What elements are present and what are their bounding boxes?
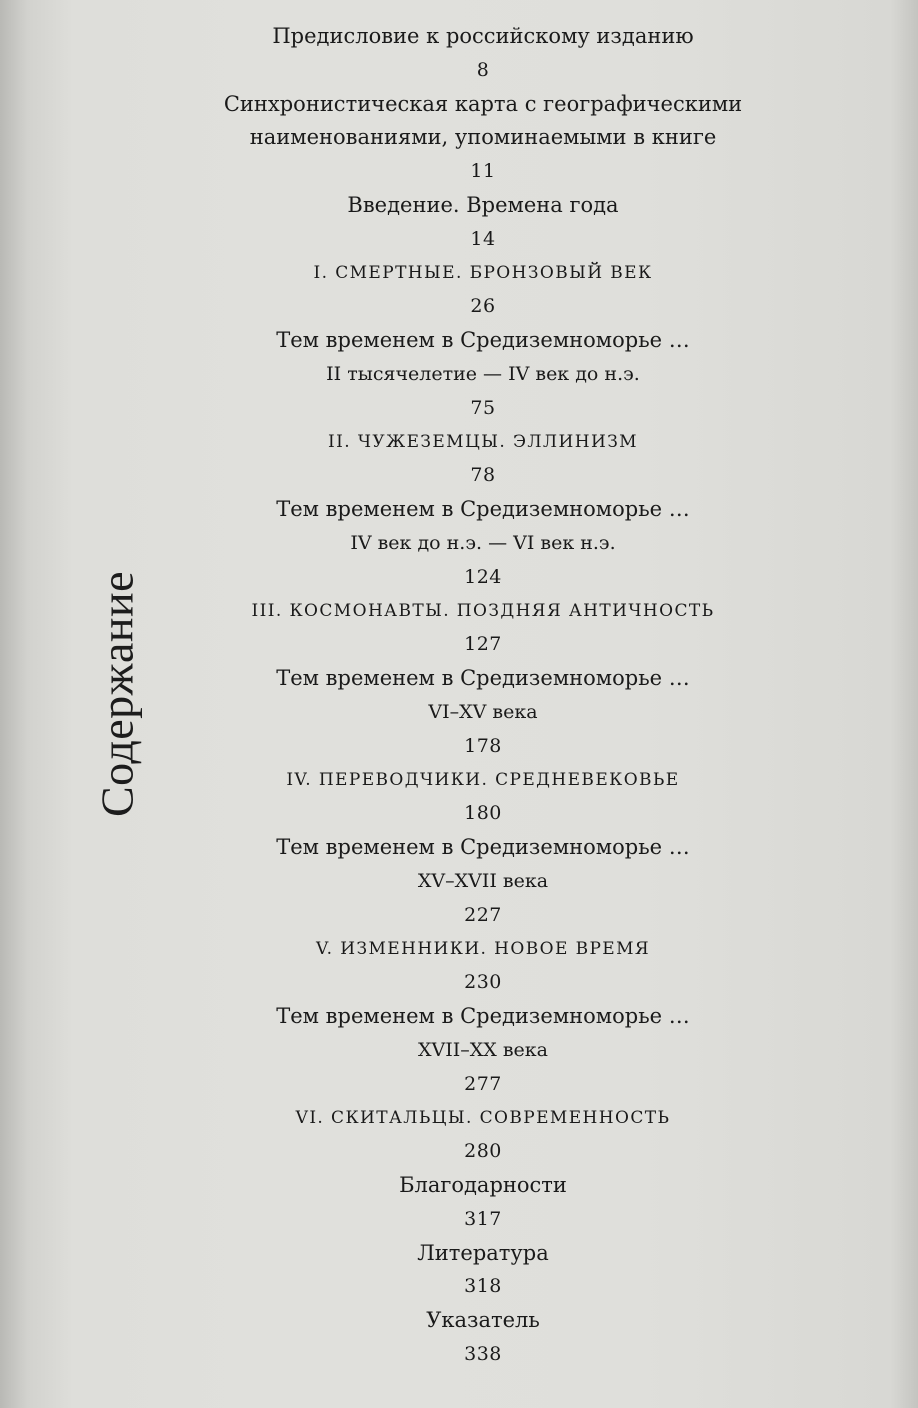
toc-entry xyxy=(276,1000,690,1101)
toc-entry xyxy=(224,88,742,189)
entry-title: Тем временем в Средиземноморье … xyxy=(276,497,690,522)
page-number: 14 xyxy=(470,227,496,250)
toc-entry xyxy=(347,189,618,257)
page-number: 277 xyxy=(464,1072,502,1095)
toc-entry xyxy=(417,1237,548,1305)
toc-entry xyxy=(276,493,690,594)
table-of-contents xyxy=(203,20,763,1372)
page-number: 78 xyxy=(470,464,496,487)
entry-title: Указатель xyxy=(426,1308,540,1333)
entry-title: наименованиями, упоминаемыми в книге xyxy=(249,125,717,150)
entry-title: Тем временем в Средиземноморье … xyxy=(276,328,690,353)
toc-entry xyxy=(313,257,652,325)
entry-title: Тем временем в Средиземноморье … xyxy=(276,835,690,860)
page-number: 8 xyxy=(476,58,490,81)
entry-title: Тем временем в Средиземноморье … xyxy=(276,1004,690,1029)
toc-entry xyxy=(272,20,693,88)
toc-entry xyxy=(316,933,650,1001)
page-number: 178 xyxy=(464,734,502,757)
entry-period: II тысячелетие — IV век до н.э. xyxy=(326,362,640,385)
contents-heading: Содержание xyxy=(91,570,143,818)
page-number: 75 xyxy=(470,396,496,419)
toc-entry xyxy=(426,1304,540,1372)
chapter-title: I. СМЕРТНЫЕ. БРОНЗОВЫЙ ВЕК xyxy=(313,262,653,283)
page-number: 317 xyxy=(464,1207,502,1230)
toc-entry xyxy=(276,324,690,425)
entry-period: IV век до н.э. — VI век н.э. xyxy=(350,531,616,554)
page-number: 127 xyxy=(464,633,502,656)
toc-entry xyxy=(399,1169,567,1237)
page-number: 280 xyxy=(464,1140,502,1163)
toc-entry xyxy=(296,1102,671,1170)
entry-period: XVII–XX века xyxy=(417,1038,548,1061)
toc-entry xyxy=(286,764,679,832)
toc-entry xyxy=(276,662,690,763)
page-number: 227 xyxy=(464,903,502,926)
entry-title: Тем временем в Средиземноморье … xyxy=(276,666,690,691)
chapter-title: VI. СКИТАЛЬЦЫ. СОВРЕМЕННОСТЬ xyxy=(295,1107,671,1128)
entry-period: XV–XVII века xyxy=(417,869,549,892)
chapter-title: III. КОСМОНАВТЫ. ПОЗДНЯЯ АНТИЧНОСТЬ xyxy=(251,600,715,621)
entry-title: Синхронистическая карта с географическими xyxy=(223,91,743,116)
entry-title: Введение. Времена года xyxy=(347,192,619,217)
toc-entry xyxy=(252,595,715,663)
entry-title: Литература xyxy=(417,1240,549,1265)
entry-title: Благодарности xyxy=(399,1173,567,1198)
entry-title: Предисловие к российскому изданию xyxy=(272,24,694,48)
page-number: 124 xyxy=(464,565,502,588)
page-number: 180 xyxy=(464,802,502,825)
page-number: 318 xyxy=(464,1275,502,1298)
page-number: 230 xyxy=(464,971,502,994)
toc-entry xyxy=(276,831,690,932)
chapter-title: V. ИЗМЕННИКИ. НОВОЕ ВРЕМЯ xyxy=(315,938,651,959)
toc-entry xyxy=(328,426,638,494)
page-number: 26 xyxy=(470,295,496,318)
page-number: 11 xyxy=(470,160,496,183)
entry-period: VI–XV века xyxy=(428,700,538,723)
page-number: 338 xyxy=(464,1343,502,1366)
chapter-title: II. ЧУЖЕЗЕМЦЫ. ЭЛЛИНИЗМ xyxy=(328,431,638,452)
chapter-title: IV. ПЕРЕВОДЧИКИ. СРЕДНЕВЕКОВЬЕ xyxy=(286,769,680,790)
